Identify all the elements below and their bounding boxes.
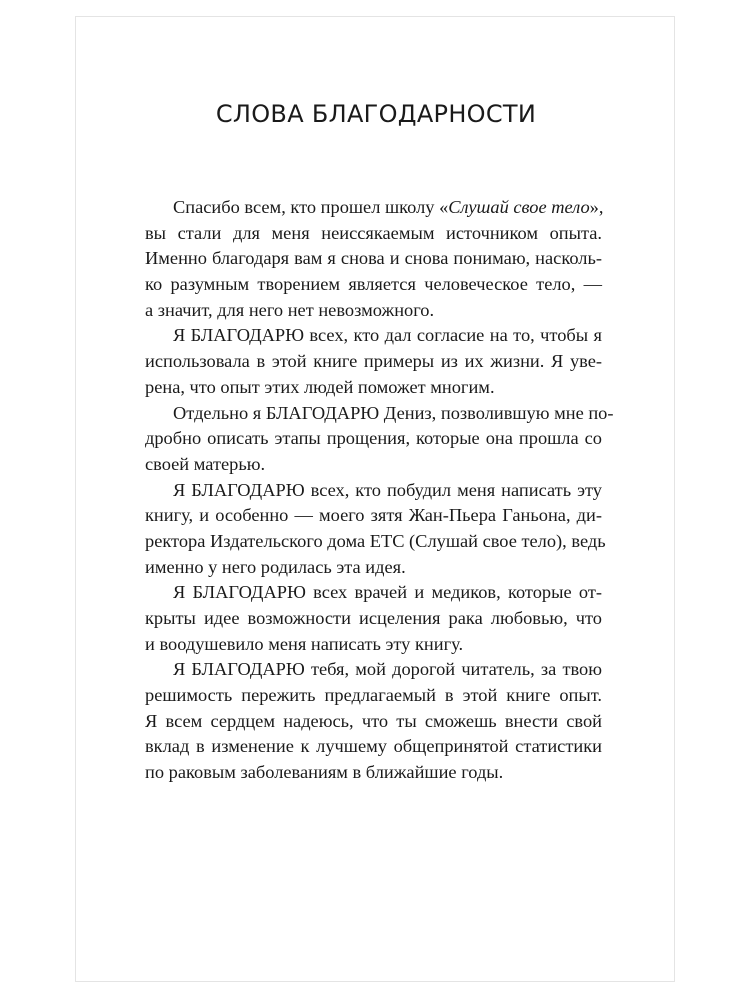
text-line: книгу, и особенно — моего зятя Жан-Пьера Ганьона, ди- — [145, 505, 602, 526]
text-line: рена, что опыт этих людей поможет многим. — [145, 376, 495, 397]
text-line: решимость пережить предлагаемый в этой книге опыт. — [145, 685, 602, 706]
text-line: своей матерью. — [145, 453, 266, 474]
text-line: Я БЛАГОДАРЮ всех, кто дал согласие на то, чтобы я — [173, 325, 602, 346]
text-line — [145, 195, 602, 221]
text-line: Именно благодаря вам я снова и снова понимаю, насколь- — [145, 248, 602, 269]
acknowledgements-text — [145, 195, 614, 786]
page-title: СЛОВА БЛАГОДАРНОСТИ — [215, 100, 537, 128]
text-line: Я БЛАГОДАРЮ тебя, мой дорогой читатель, за твою — [173, 659, 602, 680]
text-line: использовала в этой книге примеры из их жизни. Я уве- — [145, 351, 602, 372]
text-span: », — [589, 197, 604, 217]
text-line: ректора Издательского дома ETC (Слушай свое тело), ведь — [145, 530, 606, 551]
text-line: по раковым заболеваниям в ближайшие годы. — [145, 762, 504, 783]
text-line: именно у него родилась эта идея. — [145, 556, 406, 577]
text-line: вклад в изменение к лучшему общепринятой статистики — [145, 736, 602, 757]
school-name-italic: Слушай свое тело — [448, 197, 590, 217]
text-line: вы стали для меня неиссякаемым источником опыта. — [145, 222, 602, 243]
text-line: Я БЛАГОДАРЮ всех, кто побудил меня написать эту — [173, 479, 602, 500]
text-line: и воодушевило меня написать эту книгу. — [145, 633, 464, 654]
book-page — [75, 16, 675, 982]
text-line: Отдельно я БЛАГОДАРЮ Дениз, позволившую мне по- — [173, 402, 614, 423]
text-line: крыты идее возможности исцеления рака любовью, что — [145, 608, 602, 628]
text-line: Я всем сердцем надеюсь, что ты сможешь внести свой — [145, 710, 602, 731]
text-line: ко разумным творением является человеческое тело, — — [145, 274, 602, 295]
text-line: Я БЛАГОДАРЮ всех врачей и медиков, которые от- — [173, 582, 602, 603]
text-span: Спасибо всем, кто прошел школу « — [173, 197, 449, 217]
text-line: дробно описать этапы прощения, которые она прошла со — [145, 428, 602, 449]
text-line: а значит, для него нет невозможного. — [145, 299, 435, 320]
